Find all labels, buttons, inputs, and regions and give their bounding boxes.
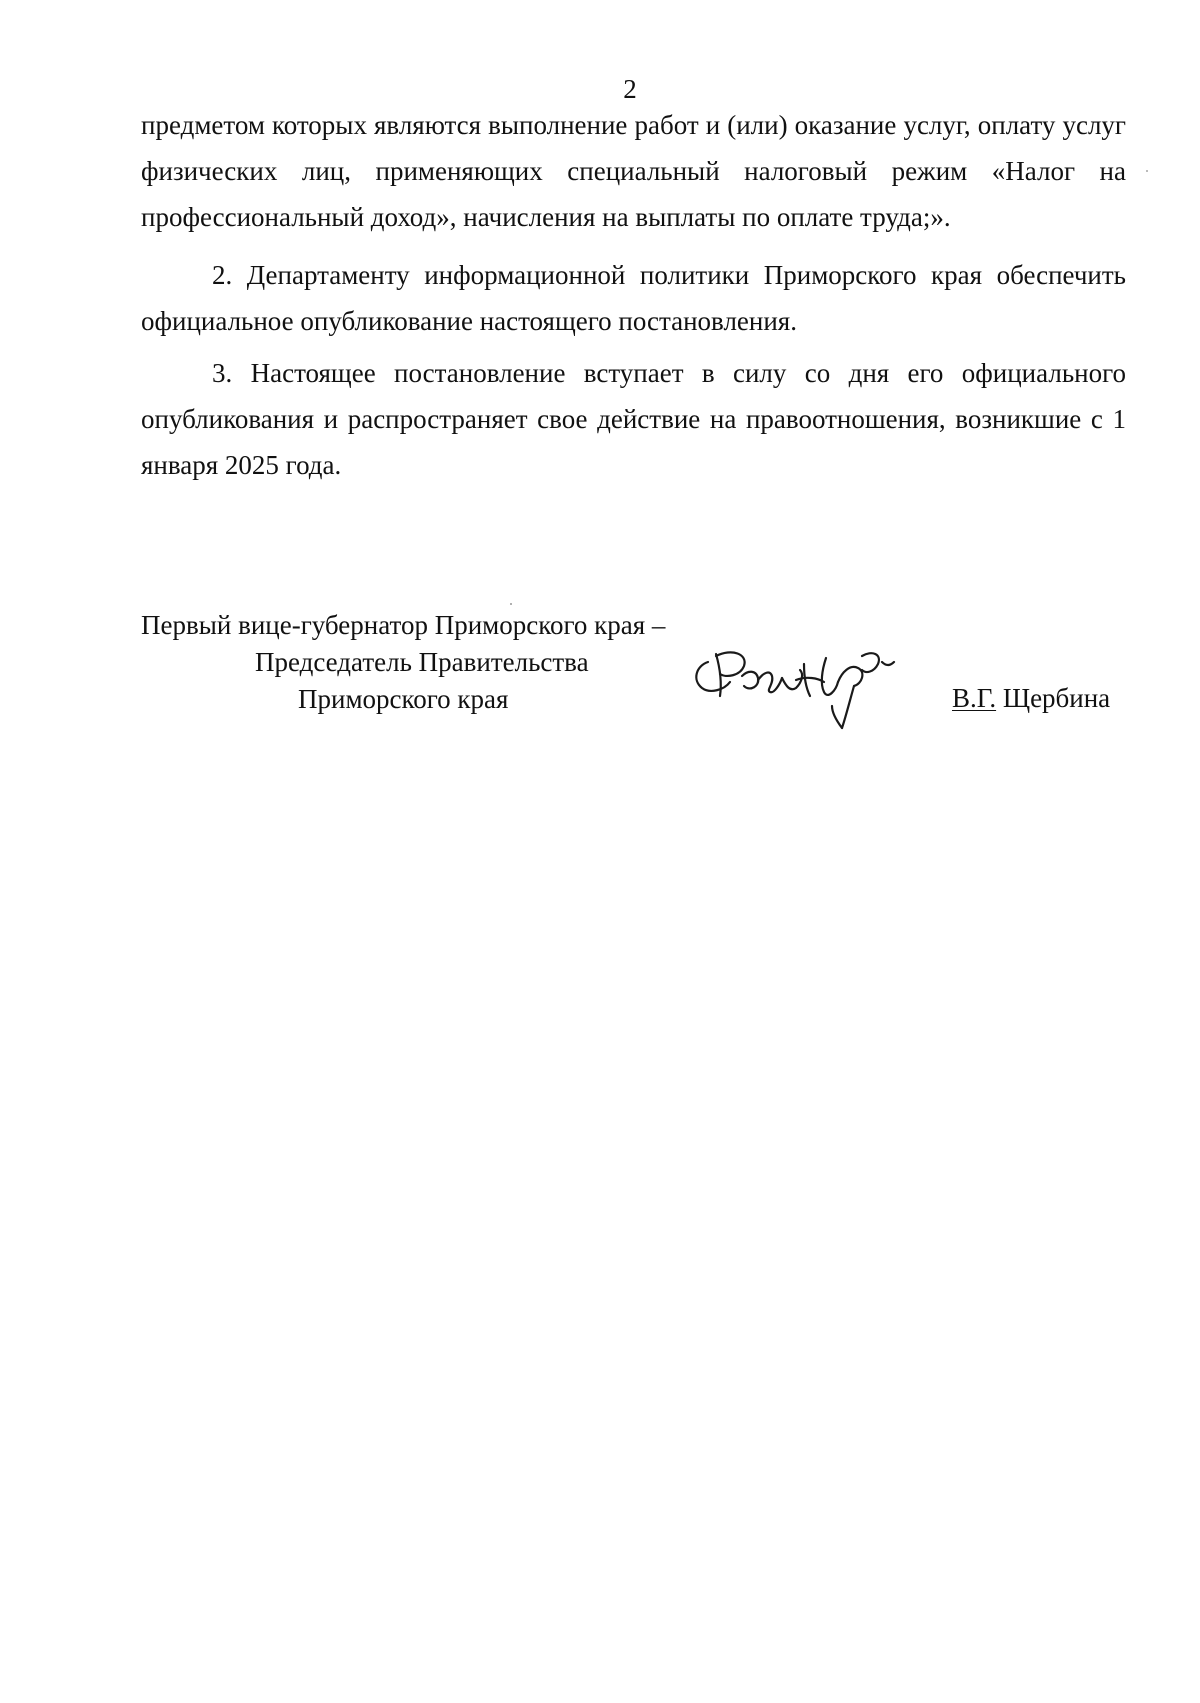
- paragraph-item-3: [141, 350, 1126, 488]
- handwritten-signature: [686, 640, 926, 740]
- paragraph-3-text: 3. Настоящее постановление вступает в силу со дня его официального опубликования и распространяет свое действие на правоотношения, возникшие с 1 января 2025 года.: [141, 358, 1126, 480]
- signatory-name: [952, 683, 1110, 714]
- scan-speck: [1146, 170, 1148, 172]
- paragraph-1-text: предметом которых являются выполнение работ и (или) оказание услуг, оплату услуг физических лиц, применяющих специальный налоговый режим «Налог на профессиональный доход», начисления на выплаты по оплате труда;».: [141, 110, 1126, 232]
- position-line: Председатель Правительства: [255, 647, 589, 677]
- position-line: Приморского края: [298, 684, 509, 714]
- paragraph-continuation: [141, 102, 1126, 240]
- signatory-position: [141, 607, 741, 718]
- page-number: 2: [623, 74, 637, 104]
- signatory-initials: В.Г.: [952, 683, 997, 713]
- paragraph-item-2: [141, 252, 1126, 344]
- paragraph-2-text: 2. Департаменту информационной политики Приморского края обеспечить официальное опубликование настоящего постановления.: [141, 260, 1126, 336]
- position-line: Первый вице-губернатор Приморского края –: [141, 610, 666, 640]
- scan-speck: [510, 603, 512, 605]
- signatory-surname: Щербина: [1002, 683, 1111, 713]
